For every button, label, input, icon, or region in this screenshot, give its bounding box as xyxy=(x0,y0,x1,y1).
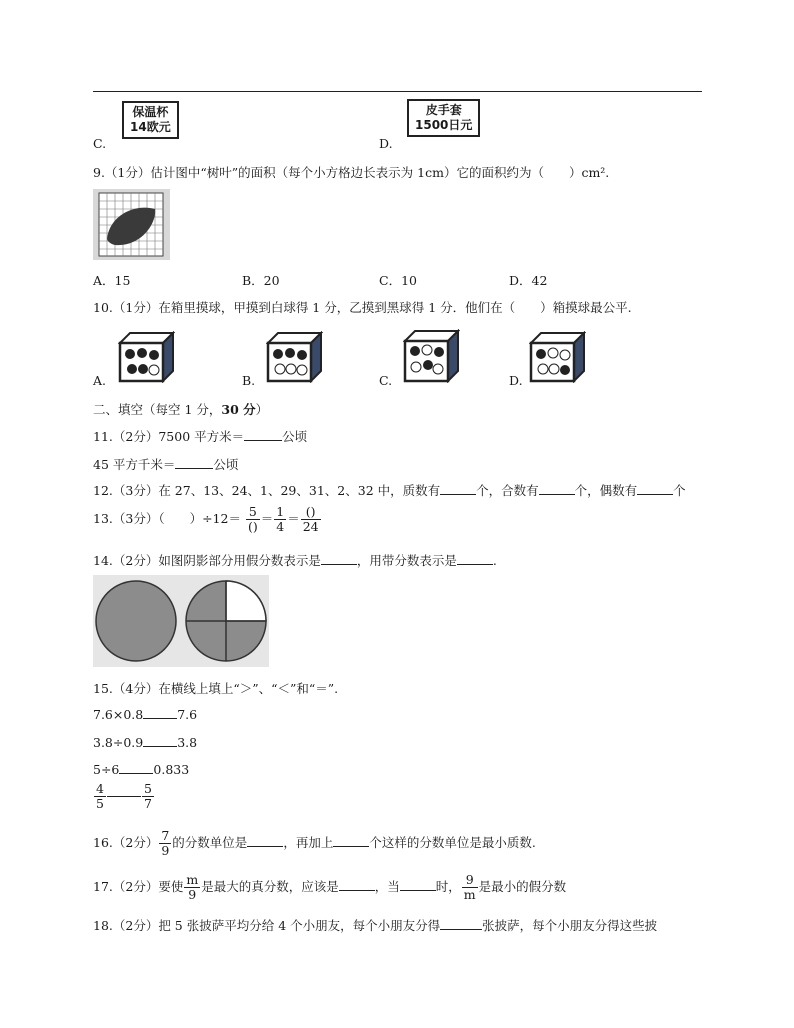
question-12 xyxy=(93,481,686,499)
header-rule xyxy=(93,91,702,92)
q9-option-b: B．20 xyxy=(242,273,280,288)
expression: 5÷6 xyxy=(93,762,120,777)
question-13 xyxy=(93,505,322,534)
answer-blank[interactable] xyxy=(143,707,177,719)
q12-text: 个，偶数有 xyxy=(574,483,638,498)
question-16 xyxy=(93,829,536,858)
section-title-end: ） xyxy=(255,402,269,417)
q13-text: 13.（3分）（ ）÷12＝ xyxy=(93,511,241,526)
expression: 0.833 xyxy=(153,762,190,777)
price-sign-thermos xyxy=(122,101,179,139)
shaded-circles-figure xyxy=(93,575,269,667)
fraction xyxy=(301,505,321,534)
fraction-denominator: 9 xyxy=(161,843,170,858)
q17-text: 时， xyxy=(435,879,461,894)
question-18 xyxy=(93,916,657,934)
q16-text: 16.（2分） xyxy=(93,835,159,850)
fraction-numerator: 4 xyxy=(96,781,104,796)
equals-sign: ＝ xyxy=(287,511,300,526)
price-sign-gloves xyxy=(407,99,480,137)
q11-unit: 公顷 xyxy=(213,457,239,472)
q15-line-4 xyxy=(93,782,155,811)
fraction-denominator: 7 xyxy=(143,796,152,811)
fraction-numerator: 9 xyxy=(462,873,478,888)
answer-blank[interactable] xyxy=(244,429,282,441)
option-c-label: C. xyxy=(93,136,107,151)
fraction-denominator: 4 xyxy=(276,519,285,534)
expression: 3.8 xyxy=(177,735,198,750)
q9-option-d: D．42 xyxy=(509,273,548,288)
q12-text: 个，合数有 xyxy=(476,483,539,498)
fraction-numerator: m xyxy=(186,872,199,887)
fraction-denominator: 9 xyxy=(188,887,197,902)
section-2-title xyxy=(93,400,268,418)
q18-text: 18.（2分）把 5 张披萨平均分给 4 个小朋友，每个小朋友分得 xyxy=(93,918,441,933)
q16-text: 的分数单位是 xyxy=(172,835,248,850)
expression: 7.6 xyxy=(177,707,198,722)
answer-blank[interactable] xyxy=(637,483,673,495)
leaf-grid-figure xyxy=(93,189,170,260)
answer-blank[interactable] xyxy=(333,835,369,847)
q17-text: 是最大的真分数，应该是 xyxy=(201,879,339,894)
q17-text: 17.（2分）要使 xyxy=(93,879,184,894)
section-title-text: 二、填空（每空 1 分， xyxy=(93,402,222,417)
q10-option-c-label: C. xyxy=(379,373,393,388)
q10-option-d-label: D. xyxy=(509,373,523,388)
answer-blank[interactable] xyxy=(175,457,213,469)
fraction-numerator: 7 xyxy=(161,828,170,843)
sign-line: 14欧元 xyxy=(130,120,171,134)
option-d-label: D. xyxy=(379,136,393,151)
answer-blank[interactable] xyxy=(247,835,283,847)
equals-sign: ＝ xyxy=(260,511,274,526)
question-9-text: 9.（1分）估计图中“树叶”的面积（每个小方格边长表示为 1cm）它的面积约为（ ）cm². xyxy=(93,165,610,180)
box-b-icon xyxy=(266,331,323,383)
answer-blank[interactable] xyxy=(143,735,177,747)
q17-text: 是最小的假分数 xyxy=(478,879,567,894)
q9-option-a: A．15 xyxy=(93,273,131,288)
fraction xyxy=(159,829,171,858)
q10-option-a-label: A. xyxy=(93,373,107,388)
sign-line: 皮手套 xyxy=(425,103,462,117)
answer-blank[interactable] xyxy=(457,553,493,565)
fraction-numerator: 1 xyxy=(276,504,285,519)
box-a-icon xyxy=(118,331,175,383)
box-c-icon xyxy=(403,329,460,383)
sign-line: 1500日元 xyxy=(415,118,473,132)
answer-blank[interactable] xyxy=(107,796,141,797)
q12-text: 个 xyxy=(673,483,686,498)
answer-blank[interactable] xyxy=(119,762,153,774)
fraction xyxy=(184,873,200,902)
fraction xyxy=(462,873,478,902)
fraction xyxy=(94,782,106,811)
q16-text: 个这样的分数单位是最小质数. xyxy=(369,835,536,850)
fraction xyxy=(142,782,154,811)
question-10-text: 10.（1分）在箱里摸球，甲摸到白球得 1 分，乙摸到黑球得 1 分．他们在（ ）箱摸球最公平. xyxy=(93,300,632,315)
answer-blank[interactable] xyxy=(400,879,436,891)
question-14 xyxy=(93,551,497,569)
q11-text: 11.（2分）7500 平方米＝ xyxy=(93,429,245,444)
fraction-numerator: () xyxy=(301,505,321,520)
q11-text: 45 平方千米＝ xyxy=(93,457,176,472)
answer-blank[interactable] xyxy=(440,918,482,930)
fraction-denominator: 5 xyxy=(96,796,104,811)
q16-text: ，再加上 xyxy=(283,835,334,850)
answer-blank[interactable] xyxy=(440,483,476,495)
q14-text: ，用带分数表示是 xyxy=(356,553,457,568)
fraction xyxy=(246,505,260,534)
q11-unit: 公顷 xyxy=(282,429,308,444)
full-shaded-circle xyxy=(96,581,176,661)
question-15-text: 15.（4分）在横线上填上“＞”、“＜”和“＝”. xyxy=(93,681,339,696)
question-17 xyxy=(93,873,566,902)
q14-text: . xyxy=(492,553,497,568)
question-11-line-1 xyxy=(93,427,307,445)
sign-line: 保温杯 xyxy=(132,105,169,119)
answer-blank[interactable] xyxy=(539,483,575,495)
q18-text: 张披萨，每个小朋友分得这些披 xyxy=(482,918,658,933)
fraction-numerator: 5 xyxy=(246,505,260,520)
question-11-line-2 xyxy=(93,455,238,473)
expression: 7.6×0.8 xyxy=(93,707,144,722)
fraction-denominator: 24 xyxy=(302,519,319,534)
q10-option-b-label: B. xyxy=(242,373,256,388)
fraction-numerator: 5 xyxy=(143,781,152,796)
fraction-denominator: m xyxy=(463,887,476,902)
fraction-denominator: () xyxy=(247,519,258,534)
fraction xyxy=(274,505,286,534)
answer-blank[interactable] xyxy=(321,553,357,565)
answer-blank[interactable] xyxy=(339,879,375,891)
section-title-points: 30 分 xyxy=(221,402,256,417)
q15-line-3 xyxy=(93,762,189,777)
q9-option-c: C．10 xyxy=(379,273,417,288)
q15-line-2 xyxy=(93,735,197,750)
q17-text: ，当 xyxy=(374,879,400,894)
q12-text: 12.（3分）在 27、13、24、1、29、31、2、32 中，质数有 xyxy=(93,483,441,498)
q15-line-1 xyxy=(93,707,197,722)
q14-text: 14.（2分）如图阴影部分用假分数表示是 xyxy=(93,553,321,568)
expression: 3.8÷0.9 xyxy=(93,735,144,750)
box-d-icon xyxy=(529,331,586,383)
